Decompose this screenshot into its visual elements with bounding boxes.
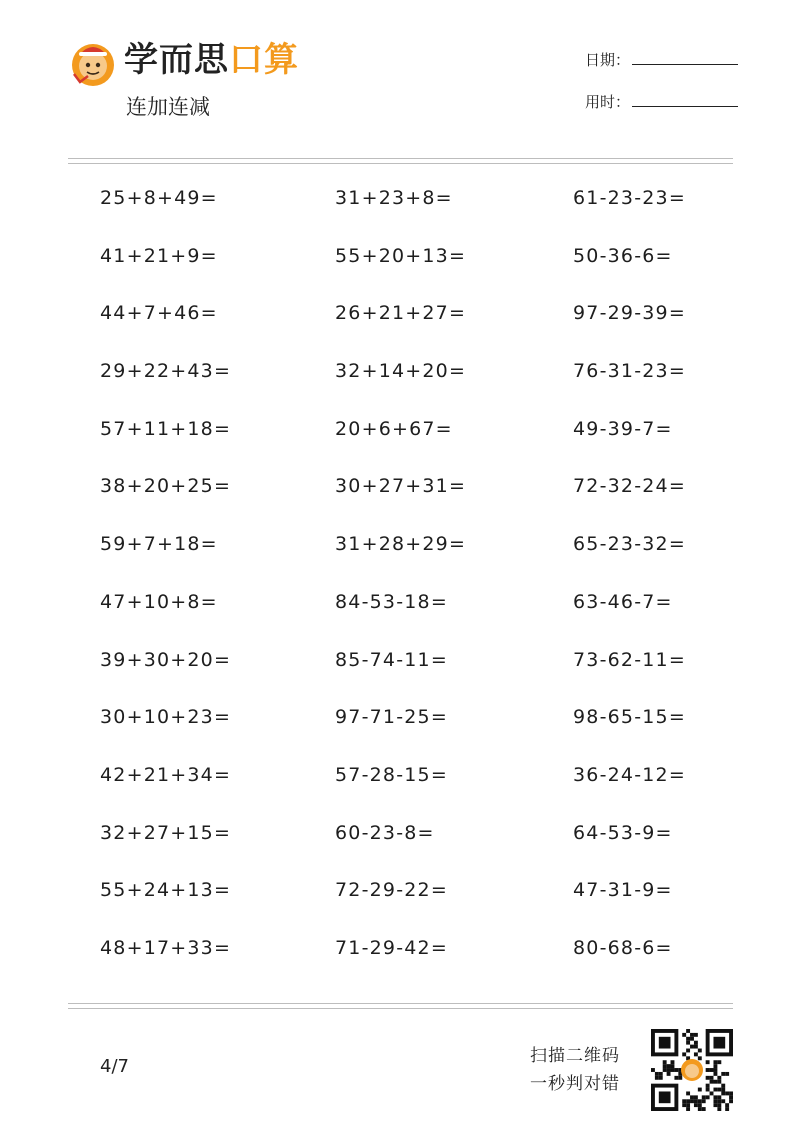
problem-item: 44+7+46=	[100, 302, 218, 325]
problem-item: 48+17+33=	[100, 936, 232, 959]
problem-item: 32+14+20=	[335, 360, 467, 383]
problem-item: 57+11+18=	[100, 417, 232, 440]
problem-item: 26+21+27=	[335, 302, 467, 325]
worksheet-subtitle: 连加连减	[126, 95, 210, 119]
problem-item: 29+22+43=	[100, 360, 232, 383]
problem-item: 32+27+15=	[100, 821, 232, 844]
top-divider	[68, 158, 733, 159]
scan-instructions	[530, 1042, 620, 1098]
problem-item: 47-31-9=	[573, 879, 673, 902]
problem-row	[100, 870, 740, 928]
time-blank-line[interactable]	[632, 92, 738, 107]
problem-item: 49-39-7=	[573, 417, 673, 440]
problem-row	[100, 928, 740, 986]
problem-item: 31+28+29=	[335, 533, 467, 556]
problem-item: 63-46-7=	[573, 590, 673, 613]
scan-line-1: 扫描二维码	[530, 1046, 620, 1066]
scan-line-2: 一秒判对错	[530, 1074, 620, 1094]
bottom-divider-secondary	[68, 1008, 733, 1009]
top-divider-secondary	[68, 163, 733, 164]
bottom-divider	[68, 1003, 733, 1004]
page-number: 4/7	[100, 1056, 129, 1077]
problem-item: 71-29-42=	[335, 936, 448, 959]
brand-title	[124, 38, 299, 82]
problem-item: 85-74-11=	[335, 648, 448, 671]
problem-item: 55+24+13=	[100, 879, 232, 902]
problem-row	[100, 697, 740, 755]
problem-item: 65-23-32=	[573, 533, 686, 556]
problem-item: 57-28-15=	[335, 763, 448, 786]
problem-item: 39+30+20=	[100, 648, 232, 671]
problem-row	[100, 582, 740, 640]
problem-item: 41+21+9=	[100, 244, 218, 267]
problem-item: 80-68-6=	[573, 936, 673, 959]
problem-item: 30+27+31=	[335, 475, 467, 498]
problem-item: 42+21+34=	[100, 763, 232, 786]
problem-item: 97-71-25=	[335, 706, 448, 729]
problem-item: 36-24-12=	[573, 763, 686, 786]
problem-grid	[100, 178, 740, 986]
brand-accent: 口算	[229, 40, 299, 80]
problem-row	[100, 755, 740, 813]
problem-item: 31+23+8=	[335, 187, 453, 209]
problem-item: 72-32-24=	[573, 475, 686, 498]
time-field[interactable]	[585, 92, 738, 112]
problem-row	[100, 178, 740, 236]
problem-item: 47+10+8=	[100, 590, 218, 613]
problem-item: 59+7+18=	[100, 533, 218, 556]
date-field[interactable]	[585, 50, 738, 70]
problem-item: 20+6+67=	[335, 417, 453, 440]
problem-item: 73-62-11=	[573, 648, 686, 671]
problem-row	[100, 640, 740, 698]
problem-row	[100, 813, 740, 871]
problem-item: 61-23-23=	[573, 187, 686, 209]
monkey-mascot-icon	[68, 38, 118, 88]
problem-row	[100, 351, 740, 409]
problem-item: 64-53-9=	[573, 821, 673, 844]
problem-item: 25+8+49=	[100, 187, 218, 209]
problem-item: 30+10+23=	[100, 706, 232, 729]
qr-code-icon[interactable]	[651, 1029, 733, 1111]
problem-row	[100, 466, 740, 524]
problem-row	[100, 236, 740, 294]
problem-item: 84-53-18=	[335, 590, 448, 613]
brand-main: 学而思	[124, 40, 229, 80]
problem-row	[100, 524, 740, 582]
worksheet-header	[0, 0, 800, 160]
problem-item: 38+20+25=	[100, 475, 232, 498]
problem-item: 97-29-39=	[573, 302, 686, 325]
problem-item: 98-65-15=	[573, 706, 686, 729]
problem-item: 76-31-23=	[573, 360, 686, 383]
problem-item: 72-29-22=	[335, 879, 448, 902]
date-label: 日期：	[585, 51, 631, 69]
time-label: 用时：	[585, 93, 631, 111]
problem-row	[100, 293, 740, 351]
problem-item: 50-36-6=	[573, 244, 673, 267]
problem-item: 60-23-8=	[335, 821, 435, 844]
date-blank-line[interactable]	[632, 50, 738, 65]
problem-item: 55+20+13=	[335, 244, 467, 267]
problem-row	[100, 409, 740, 467]
